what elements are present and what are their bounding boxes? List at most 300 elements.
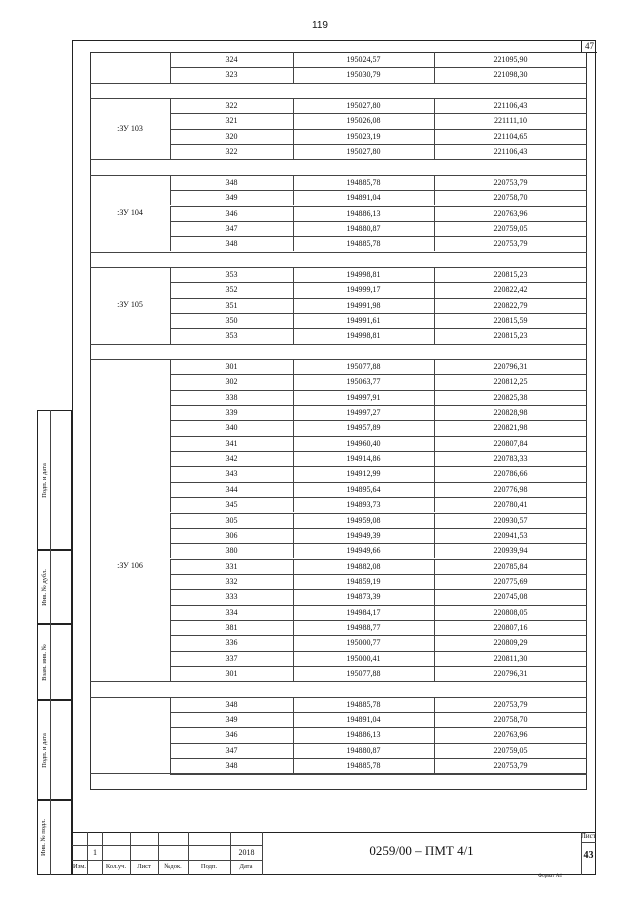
row-line xyxy=(170,712,587,713)
coord-y: 220759,05 xyxy=(493,223,528,233)
coord-y: 220758,70 xyxy=(493,193,528,203)
coord-y: 220822,79 xyxy=(493,300,528,310)
col-line xyxy=(434,98,435,113)
col-line xyxy=(434,758,435,773)
stamp-line-1 xyxy=(72,845,262,846)
coord-y: 220930,57 xyxy=(493,515,528,525)
point-number: 348 xyxy=(225,761,238,771)
col-line xyxy=(434,313,435,328)
row-line xyxy=(170,743,587,744)
point-number: 350 xyxy=(225,315,238,325)
coord-x: 194885,78 xyxy=(346,239,381,249)
col-line xyxy=(434,236,435,251)
coord-x: 194960,40 xyxy=(346,438,381,448)
col-line xyxy=(434,175,435,190)
stamp-col-podp: Подп. xyxy=(200,863,218,870)
stamp-col-koluch: Кол.уч. xyxy=(105,863,127,870)
col-line xyxy=(170,236,171,251)
coord-y: 220775,69 xyxy=(493,576,528,586)
coord-x: 195000,41 xyxy=(346,653,381,663)
coord-y: 221095,90 xyxy=(493,55,528,64)
coord-y: 220759,05 xyxy=(493,745,528,755)
col-line xyxy=(170,543,171,558)
coord-x: 194873,39 xyxy=(346,592,381,602)
coord-y: 220815,23 xyxy=(493,269,528,279)
coord-y: 220753,79 xyxy=(493,699,528,709)
row-line xyxy=(170,298,587,299)
coord-x: 194886,13 xyxy=(346,208,381,218)
separator-line xyxy=(90,344,587,345)
point-number: 301 xyxy=(225,362,238,371)
point-number: 349 xyxy=(225,193,238,203)
row-line xyxy=(170,405,587,406)
coord-y: 220807,84 xyxy=(493,438,528,448)
row-line xyxy=(170,559,587,560)
col-line xyxy=(434,635,435,650)
col-line xyxy=(170,712,171,727)
coord-x: 195023,19 xyxy=(346,131,381,141)
col-line xyxy=(170,390,171,405)
row-line xyxy=(170,129,587,130)
coord-y: 221104,65 xyxy=(493,131,528,141)
row-line xyxy=(170,221,587,222)
row-line xyxy=(170,113,587,114)
row-line xyxy=(170,589,587,590)
coord-y: 220939,94 xyxy=(493,546,528,556)
row-line xyxy=(170,635,587,636)
format-label: Формат А4 xyxy=(538,874,562,879)
coord-x: 194998,81 xyxy=(346,331,381,341)
point-number: 322 xyxy=(225,101,238,110)
col-line xyxy=(293,374,294,389)
col-line xyxy=(293,451,294,466)
coord-x: 195000,77 xyxy=(346,638,381,648)
coord-x: 194988,77 xyxy=(346,622,381,632)
col-line xyxy=(293,482,294,497)
side-label-repl-inv: Взам. инв. № xyxy=(40,643,48,681)
coord-x: 194998,81 xyxy=(346,269,381,279)
coord-y: 220776,98 xyxy=(493,484,528,494)
coord-y: 220941,53 xyxy=(493,530,528,540)
row-line xyxy=(170,374,587,375)
coord-x: 195077,88 xyxy=(346,362,381,371)
coord-y: 220785,84 xyxy=(493,561,528,571)
point-number: 344 xyxy=(225,484,238,494)
side-label-orig-inv: Инв. № подл. xyxy=(40,818,48,857)
coord-y: 220763,96 xyxy=(493,208,528,218)
stamp-col-izm: Изм. xyxy=(73,863,86,870)
col-line xyxy=(293,466,294,481)
col-line xyxy=(170,52,171,67)
row-line xyxy=(170,513,587,514)
col-line xyxy=(293,635,294,650)
point-number: 345 xyxy=(225,500,238,510)
col-line xyxy=(293,574,294,589)
coord-y: 220811,30 xyxy=(493,653,528,663)
col-line xyxy=(434,298,435,313)
point-number: 381 xyxy=(225,622,238,632)
coord-x: 194997,91 xyxy=(346,392,381,402)
col-line xyxy=(170,574,171,589)
document-code: 0259/00 – ПМТ 4/1 xyxy=(369,843,474,858)
col-line xyxy=(293,436,294,451)
separator-line xyxy=(90,159,587,160)
point-number: 342 xyxy=(225,454,238,464)
col-line xyxy=(434,436,435,451)
col-line xyxy=(434,451,435,466)
row-line xyxy=(90,267,587,268)
col-line xyxy=(170,666,171,681)
coord-y: 220822,42 xyxy=(493,285,528,295)
stamp-col-data: Дата xyxy=(239,863,253,870)
table-bottom-line xyxy=(90,773,587,774)
col-line xyxy=(170,129,171,144)
col-line xyxy=(293,666,294,681)
col-line xyxy=(434,390,435,405)
row-line xyxy=(170,497,587,498)
col-line xyxy=(434,466,435,481)
col-line xyxy=(170,282,171,297)
col-line xyxy=(293,206,294,221)
col-line xyxy=(434,328,435,343)
point-number: 340 xyxy=(225,423,238,433)
point-number: 301 xyxy=(225,669,238,678)
row-line xyxy=(90,98,587,99)
stamp-col-ndok: №док. xyxy=(164,863,182,870)
col-line xyxy=(293,113,294,128)
col-line xyxy=(434,589,435,604)
col-line xyxy=(170,221,171,236)
col-line xyxy=(170,298,171,313)
coord-y: 220763,96 xyxy=(493,730,528,740)
row-line xyxy=(170,328,587,329)
zone-label: :ЗУ 105 xyxy=(117,300,143,310)
col-line xyxy=(293,190,294,205)
col-line xyxy=(170,497,171,512)
coord-y: 221106,43 xyxy=(493,101,528,110)
col-line xyxy=(293,67,294,82)
row-line xyxy=(170,574,587,575)
sheet-label: Лист xyxy=(581,832,596,840)
point-number: 349 xyxy=(225,715,238,724)
col-line xyxy=(170,374,171,389)
coord-y: 220828,98 xyxy=(493,408,528,418)
col-line xyxy=(434,574,435,589)
col-line xyxy=(293,175,294,190)
col-line xyxy=(170,267,171,282)
row-line xyxy=(170,451,587,452)
zone-label: :ЗУ 106 xyxy=(117,561,143,571)
col-line xyxy=(170,620,171,635)
coord-y: 220753,79 xyxy=(493,177,528,187)
col-line xyxy=(293,298,294,313)
col-line xyxy=(434,282,435,297)
col-line xyxy=(293,712,294,727)
stamp-col-list: Лист xyxy=(137,863,151,870)
point-number: 323 xyxy=(225,70,238,80)
row-line xyxy=(170,482,587,483)
coord-y: 221098,30 xyxy=(493,70,528,80)
col-line xyxy=(170,451,171,466)
col-line xyxy=(170,328,171,343)
point-number: 322 xyxy=(225,147,238,157)
coord-x: 194885,78 xyxy=(346,761,381,771)
point-number: 331 xyxy=(225,561,238,571)
separator-line xyxy=(90,252,587,253)
col-line xyxy=(434,52,435,67)
coord-x: 195077,88 xyxy=(346,669,381,678)
coord-x: 194882,08 xyxy=(346,561,381,571)
coord-y: 220808,05 xyxy=(493,607,528,617)
coord-x: 194991,61 xyxy=(346,315,381,325)
col-line xyxy=(170,697,171,712)
coord-x: 194997,27 xyxy=(346,408,381,418)
coord-y: 220783,33 xyxy=(493,454,528,464)
coord-x: 194886,13 xyxy=(346,730,381,740)
stamp-year: 2018 xyxy=(238,848,255,857)
coord-x: 195024,57 xyxy=(346,55,381,64)
coord-x: 194914,86 xyxy=(346,454,381,464)
col-line xyxy=(434,405,435,420)
point-number: 341 xyxy=(225,438,238,448)
col-line xyxy=(170,98,171,113)
coord-x: 194880,87 xyxy=(346,745,381,755)
row-line xyxy=(170,206,587,207)
coord-y: 220812,25 xyxy=(493,377,528,387)
col-line xyxy=(434,559,435,574)
col-line xyxy=(434,697,435,712)
row-line xyxy=(90,697,587,698)
col-line xyxy=(434,743,435,758)
coord-y: 220758,70 xyxy=(493,715,528,724)
point-number: 380 xyxy=(225,546,238,556)
coord-y: 220753,79 xyxy=(493,761,528,771)
col-line xyxy=(434,513,435,528)
point-number: 302 xyxy=(225,377,238,387)
point-number: 334 xyxy=(225,607,238,617)
separator-line xyxy=(90,681,587,682)
point-number: 321 xyxy=(225,116,238,126)
coord-y: 220780,41 xyxy=(493,500,528,510)
col-line xyxy=(434,113,435,128)
col-line xyxy=(170,420,171,435)
col-line xyxy=(170,144,171,159)
coord-x: 194959,08 xyxy=(346,515,381,525)
coord-x: 194912,99 xyxy=(346,469,381,479)
coord-y: 221111,10 xyxy=(493,116,528,126)
coord-x: 195027,80 xyxy=(346,147,381,157)
point-number: 339 xyxy=(225,408,238,418)
col-line xyxy=(170,206,171,221)
sheet-number: 43 xyxy=(583,850,594,861)
point-number: 305 xyxy=(225,515,238,525)
point-number: 337 xyxy=(225,653,238,663)
point-number: 346 xyxy=(225,208,238,218)
col-line xyxy=(293,743,294,758)
coord-x: 195030,79 xyxy=(346,70,381,80)
col-line xyxy=(293,313,294,328)
coord-x: 195026,08 xyxy=(346,116,381,126)
col-line xyxy=(170,513,171,528)
row-line xyxy=(170,436,587,437)
col-line xyxy=(293,543,294,558)
coord-x: 194859,19 xyxy=(346,576,381,586)
col-line xyxy=(434,651,435,666)
col-line xyxy=(170,313,171,328)
col-line xyxy=(434,528,435,543)
change-number: 1 xyxy=(93,848,97,857)
col-line xyxy=(170,113,171,128)
col-line xyxy=(170,651,171,666)
row-line xyxy=(170,620,587,621)
col-line xyxy=(293,727,294,742)
col-line xyxy=(293,129,294,144)
col-line xyxy=(293,236,294,251)
col-line xyxy=(170,528,171,543)
col-line xyxy=(170,405,171,420)
row-line xyxy=(170,313,587,314)
col-line xyxy=(293,221,294,236)
col-line xyxy=(293,758,294,773)
col-line xyxy=(434,67,435,82)
col-line xyxy=(434,497,435,512)
zone-label: :ЗУ 104 xyxy=(117,208,143,218)
row-line xyxy=(170,651,587,652)
point-number: 347 xyxy=(225,223,238,233)
col-line xyxy=(434,190,435,205)
sheet-tab: 47 xyxy=(581,40,597,53)
point-number: 332 xyxy=(225,576,238,586)
side-label-dup-inv: Инв. № дубл. xyxy=(40,568,48,606)
coord-y: 220815,59 xyxy=(493,315,528,325)
col-line xyxy=(170,190,171,205)
col-line xyxy=(293,390,294,405)
point-number: 338 xyxy=(225,392,238,402)
col-line xyxy=(170,727,171,742)
coord-x: 194999,17 xyxy=(346,285,381,295)
row-line xyxy=(170,282,587,283)
point-number: 353 xyxy=(225,269,238,279)
row-line xyxy=(170,390,587,391)
coord-x: 194949,39 xyxy=(346,530,381,540)
row-line xyxy=(170,466,587,467)
point-number: 351 xyxy=(225,300,238,310)
col-line xyxy=(293,405,294,420)
point-number: 352 xyxy=(225,285,238,295)
col-line xyxy=(293,267,294,282)
col-line xyxy=(170,635,171,650)
coord-y: 221106,43 xyxy=(493,147,528,157)
coord-y: 220807,16 xyxy=(493,622,528,632)
point-number: 347 xyxy=(225,745,238,755)
coord-y: 220809,29 xyxy=(493,638,528,648)
point-number: 324 xyxy=(225,55,238,64)
point-number: 346 xyxy=(225,730,238,740)
side-label-sign-date-1: Подп. и дата xyxy=(40,462,48,498)
point-number: 343 xyxy=(225,469,238,479)
col-line xyxy=(293,328,294,343)
col-line xyxy=(293,697,294,712)
coord-x: 195063,77 xyxy=(346,377,381,387)
side-label-sign-date-2: Подп. и дата xyxy=(40,732,48,768)
col-line xyxy=(434,712,435,727)
col-line xyxy=(293,282,294,297)
coord-x: 194984,17 xyxy=(346,607,381,617)
coord-y: 220745,08 xyxy=(493,592,528,602)
point-number: 353 xyxy=(225,331,238,341)
row-line xyxy=(170,67,587,68)
col-line xyxy=(434,543,435,558)
col-line xyxy=(293,359,294,374)
side-strip-divider xyxy=(50,410,51,875)
coord-y: 220796,31 xyxy=(493,362,528,371)
zone-label: :ЗУ 103 xyxy=(117,123,143,133)
col-line xyxy=(293,52,294,67)
col-line xyxy=(170,758,171,773)
col-line xyxy=(293,497,294,512)
page-number: 119 xyxy=(312,20,328,31)
stamp-sheet-line xyxy=(581,842,596,843)
col-line xyxy=(293,589,294,604)
row-line xyxy=(170,727,587,728)
row-line xyxy=(170,543,587,544)
point-number: 306 xyxy=(225,530,238,540)
col-line xyxy=(434,374,435,389)
point-number: 348 xyxy=(225,239,238,249)
col-line xyxy=(170,175,171,190)
row-line xyxy=(90,175,587,176)
row-line xyxy=(170,236,587,237)
col-line xyxy=(170,482,171,497)
col-line xyxy=(434,482,435,497)
col-line xyxy=(293,651,294,666)
col-line xyxy=(293,528,294,543)
row-line xyxy=(90,359,587,360)
coord-x: 194895,64 xyxy=(346,484,381,494)
coord-x: 195027,80 xyxy=(346,101,381,110)
coord-x: 194957,89 xyxy=(346,423,381,433)
coord-x: 194891,04 xyxy=(346,715,381,724)
row-line xyxy=(170,528,587,529)
col-line xyxy=(170,559,171,574)
coord-y: 220825,38 xyxy=(493,392,528,402)
point-number: 348 xyxy=(225,177,238,187)
point-number: 348 xyxy=(225,699,238,709)
col-line xyxy=(170,743,171,758)
coord-y: 220796,31 xyxy=(493,669,528,678)
row-line xyxy=(170,144,587,145)
col-line xyxy=(170,589,171,604)
point-number: 320 xyxy=(225,131,238,141)
col-line xyxy=(434,221,435,236)
col-line xyxy=(170,466,171,481)
col-line xyxy=(293,420,294,435)
coord-y: 220786,66 xyxy=(493,469,528,479)
coord-x: 194880,87 xyxy=(346,223,381,233)
row-line xyxy=(170,605,587,606)
col-line xyxy=(293,559,294,574)
coord-x: 194949,66 xyxy=(346,546,381,556)
col-line xyxy=(293,605,294,620)
col-line xyxy=(434,267,435,282)
coord-y: 220815,23 xyxy=(493,331,528,341)
coord-x: 194885,78 xyxy=(346,699,381,709)
col-line xyxy=(170,605,171,620)
coord-x: 194891,04 xyxy=(346,193,381,203)
col-line xyxy=(170,359,171,374)
coord-y: 220821,98 xyxy=(493,423,528,433)
col-line xyxy=(434,666,435,681)
